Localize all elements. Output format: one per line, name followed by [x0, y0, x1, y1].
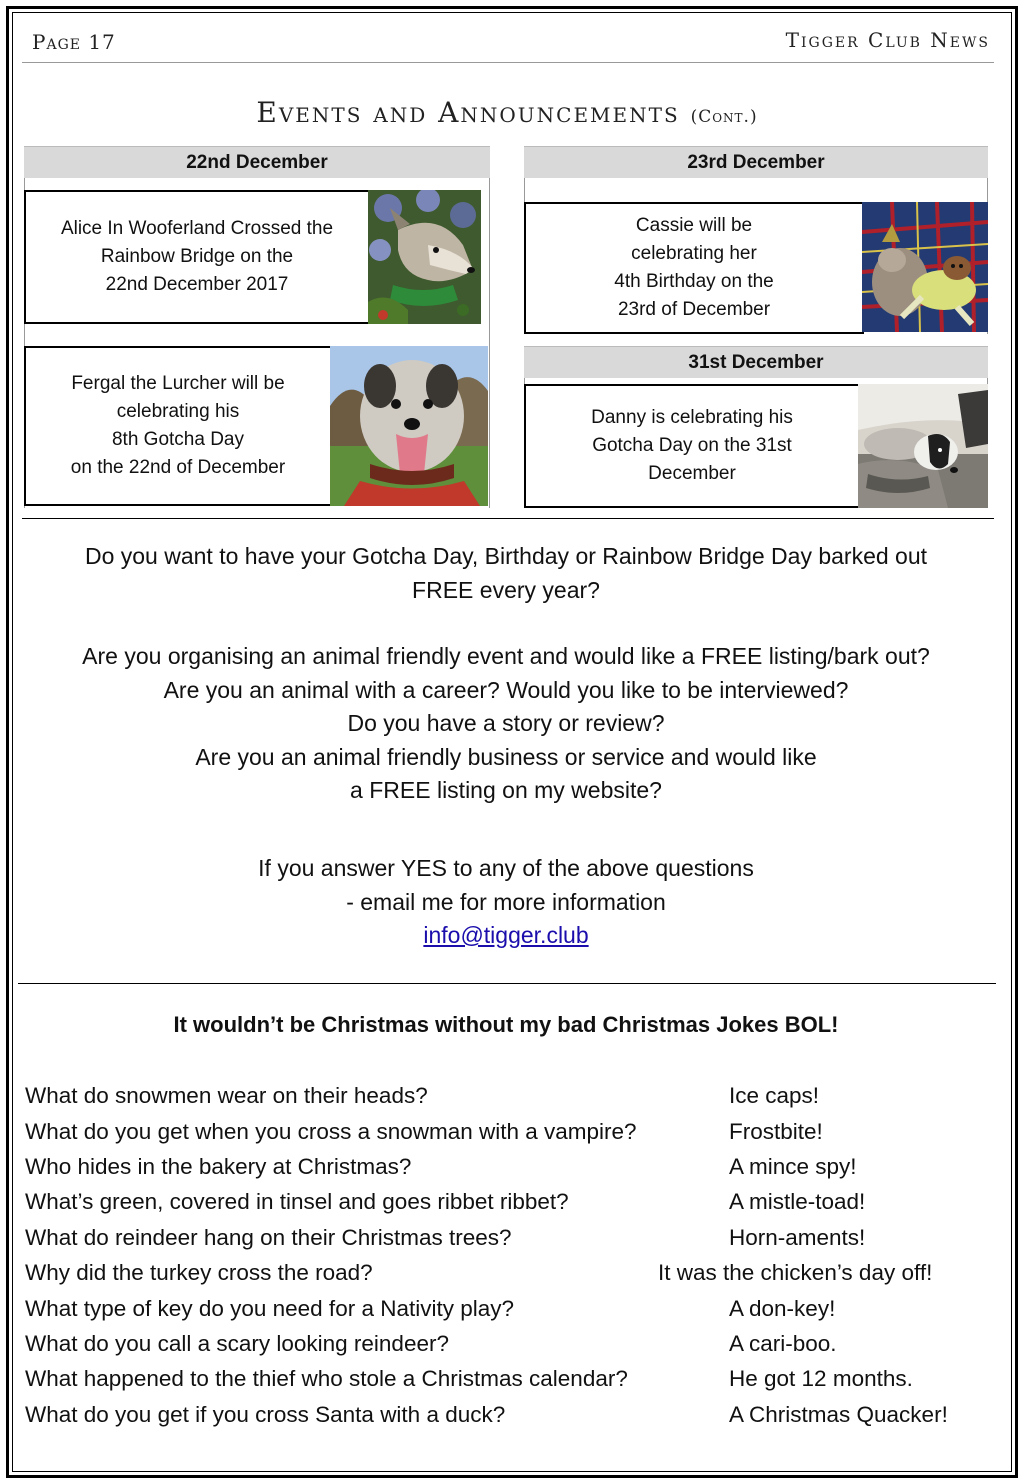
joke-question: What do you get if you cross Santa with a duck? [25, 1402, 506, 1427]
date-header-22-december: 22nd December [24, 146, 490, 178]
promo-line: Do you want to have your Gotcha Day, Birthday or Rainbow Bridge Day barked out [84, 543, 928, 569]
joke-question: What do you call a scary looking reindeer? [25, 1331, 449, 1356]
email-link[interactable]: info@tigger.club [423, 922, 589, 948]
event-fergal [24, 346, 332, 506]
joke-answer: A don-key! [729, 1296, 836, 1321]
event-line: Gotcha Day on the 31st [592, 435, 792, 456]
joke-question: What do you get when you cross a snowman with a vampire? [25, 1119, 637, 1144]
promo-line: FREE every year? [412, 576, 600, 603]
joke-question: Why did the turkey cross the road? [25, 1260, 373, 1285]
event-cassie [524, 202, 864, 334]
event-line: Fergal the Lurcher will be [71, 373, 285, 394]
event-alice [24, 190, 370, 324]
section-title [0, 96, 1014, 129]
event-line: Alice In Wooferland Crossed the [60, 218, 334, 239]
promo-call-to-action [18, 852, 994, 953]
joke-answer: A mince spy! [729, 1154, 857, 1179]
joke-question: Who hides in the bakery at Christmas? [25, 1154, 412, 1179]
event-line: Rainbow Bridge on the [100, 246, 294, 267]
promo-question-1 [18, 540, 994, 607]
event-line: 22nd December 2017 [105, 274, 289, 295]
event-line: celebrating his [116, 401, 240, 422]
event-line: Danny is celebrating his [591, 407, 793, 428]
joke-answer: A cari-boo. [729, 1331, 837, 1356]
event-line: 23rd of December [617, 299, 771, 320]
joke-answer: Horn-aments! [729, 1225, 866, 1250]
header-divider [22, 62, 994, 63]
event-line: celebrating her [631, 243, 757, 264]
event-line: 4th Birthday on the [614, 271, 774, 292]
event-line: December [648, 463, 736, 484]
joke-answer: It was the chicken’s day off! [658, 1260, 933, 1285]
joke-answer: He got 12 months. [729, 1366, 913, 1391]
section-title-text: Events and Announcements [256, 96, 680, 129]
event-line: on the 22nd of December [70, 457, 286, 478]
promo-line: If you answer YES to any of the above questions [258, 855, 754, 881]
publication-name: Tigger Club News [785, 28, 990, 52]
joke-question: What do snowmen wear on their heads? [25, 1083, 428, 1108]
event-line: 8th Gotcha Day [111, 429, 244, 450]
photo-fergal-dog [330, 346, 488, 506]
promo-line: - email me for more information [346, 888, 666, 915]
joke-answer: A mistle-toad! [729, 1189, 866, 1214]
section-title-cont: (Cont.) [690, 107, 758, 127]
joke-answer: Ice caps! [729, 1083, 820, 1108]
joke-answer: A Christmas Quacker! [729, 1402, 948, 1427]
event-danny [524, 384, 860, 508]
photo-alice-dog [368, 190, 481, 324]
photo-cassie-dog [862, 202, 988, 332]
photo-danny-dog [858, 384, 988, 508]
joke-question: What happened to the thief who stole a Christmas calendar? [25, 1366, 628, 1391]
section-divider-top [22, 518, 994, 519]
promo-line: Are you an animal friendly business or service and would like [195, 743, 817, 770]
promo-questions [18, 640, 994, 808]
joke-question: What do reindeer hang on their Christmas trees? [25, 1225, 512, 1250]
joke-question: What type of key do you need for a Nativity play? [25, 1296, 515, 1321]
jokes-title: It wouldn’t be Christmas without my bad Christmas Jokes BOL! [173, 1012, 839, 1037]
promo-line: Are you organising an animal friendly event and would like a FREE listing/bark out? [82, 643, 930, 669]
date-header-31-december: 31st December [524, 346, 988, 378]
section-divider-bottom [18, 983, 996, 984]
promo-line: Are you an animal with a career? Would you like to be interviewed? [163, 676, 849, 703]
joke-question: What’s green, covered in tinsel and goes ribbet ribbet? [25, 1189, 569, 1214]
joke-answer: Frostbite! [729, 1119, 823, 1144]
event-line: Cassie will be [635, 215, 753, 236]
promo-line: Do you have a story or review? [347, 710, 665, 736]
page-number: Page 17 [32, 30, 116, 54]
promo-line: a FREE listing on my website? [350, 777, 662, 803]
date-header-23-december: 23rd December [524, 146, 988, 178]
